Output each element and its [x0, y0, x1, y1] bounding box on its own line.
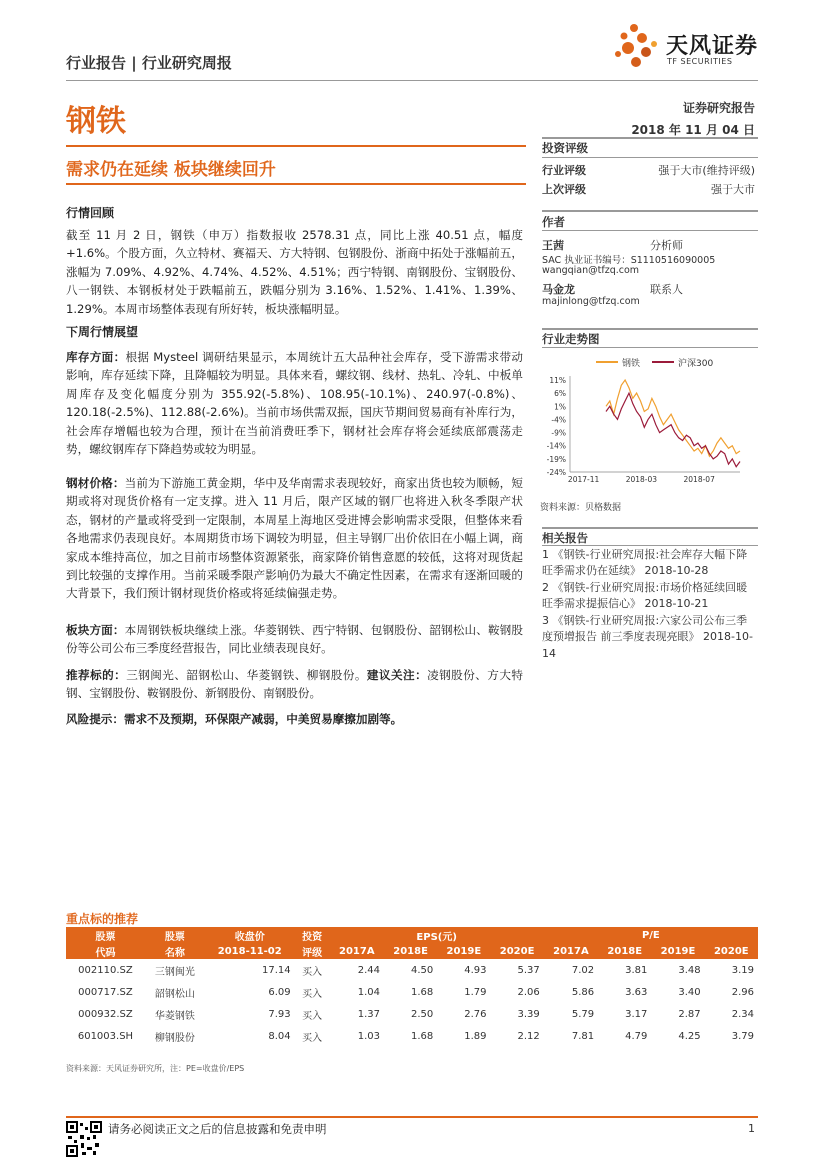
sidebar-rule: [542, 230, 758, 231]
table-cell: 7.81: [571, 1030, 595, 1042]
picks-subheader-cell: 2019E: [651, 943, 704, 959]
sector-paragraph: [66, 621, 523, 658]
table-cell: 买入: [302, 1010, 323, 1022]
inventory-label: 库存方面：: [66, 350, 126, 364]
author1-role: 分析师: [650, 239, 683, 252]
tf-logo-icon: [612, 22, 662, 70]
picks-subheader-cell: 2020E: [490, 943, 543, 959]
y-tick-label: 1%: [554, 402, 566, 412]
table-cell: 买入: [302, 966, 323, 978]
table-cell: 7.02: [571, 964, 595, 976]
table-cell: 买入: [302, 988, 323, 1000]
attention-label: 建议关注：: [366, 668, 428, 682]
inventory-paragraph: [66, 348, 523, 458]
table-cell: 17.14: [262, 964, 291, 976]
table-cell: 1.89: [464, 1030, 487, 1042]
table-cell: 000932.SZ: [78, 1008, 133, 1020]
logo-text: 天风证券: [666, 34, 759, 59]
prev-rating-value: 强于大市: [711, 183, 755, 196]
table-cell: 1.04: [357, 986, 380, 998]
picks-subheader-cell: 2017A: [330, 943, 384, 959]
industry-rating-value: 强于大市(维持评级): [658, 164, 755, 177]
y-tick-label: -24%: [546, 468, 566, 477]
headline-rule-bottom: [66, 183, 526, 185]
headline: 需求仍在延续 板块继续回升: [66, 160, 276, 180]
table-cell: 买入: [302, 1032, 323, 1044]
prev-rating-label: 上次评级: [542, 183, 586, 196]
table-row: [66, 1003, 758, 1025]
sidebar-rule: [542, 210, 758, 212]
table-row: [66, 981, 758, 1003]
table-cell: 4.79: [625, 1030, 648, 1042]
series-line-steel: [606, 380, 740, 456]
related-report-3[interactable]: 3 《钢铁-行业研究周报:六家公司公布三季度预增报告 前三季度表现亮眼》 2018-10-14: [542, 614, 753, 660]
table-row: [66, 1025, 758, 1047]
trend-chart: [540, 350, 760, 490]
table-cell: 柳钢股份: [154, 1032, 195, 1044]
report-date: 2018 年 11 月 04 日: [631, 123, 755, 137]
table-cell: 2.96: [731, 986, 754, 998]
picks-header-cell: 股票: [145, 927, 205, 943]
picks-table: [66, 927, 758, 1047]
table-cell: 3.48: [678, 964, 701, 976]
price-paragraph: [66, 474, 523, 603]
table-cell: 000717.SZ: [78, 986, 133, 998]
table-cell: 韶钢松山: [154, 988, 195, 1000]
author2-email[interactable]: majinlong@tfzq.com: [542, 296, 640, 307]
sector-label: 板块方面：: [66, 623, 125, 637]
sidebar-rule: [542, 137, 758, 139]
table-cell: 3.79: [731, 1030, 754, 1042]
x-tick-label: 2018-03: [625, 475, 658, 484]
picks-header-row-1: [66, 927, 758, 943]
table-cell: 1.79: [464, 986, 487, 998]
picks-subheader-cell: 2018E: [384, 943, 437, 959]
table-cell: 2.76: [464, 1008, 487, 1020]
inventory-text: 根据 Mysteel 调研结果显示，本周统计五大品种社会库存，受下游需求带动影响，库存延续下降，且降幅较为明显。具体来看，螺纹钢、线材、热轧、冷轧、中板单周库存及变化幅度分别为 355.92(-5.8%)、108.95(-10.1%)、240.97(-0.8%)、120.18(-2.5%)、112.88(-2.6%)。当前市场供需双振，国庆节期间贸易商有补库行为，社会库存增幅也较为合理，预计在当前消费旺季下，钢材社会库存将会延续底部震荡走势，螺纹钢库存下降趋势或较为明显。: [66, 350, 523, 457]
rating-title: 投资评级: [542, 141, 588, 155]
authors-title: 作者: [542, 215, 565, 229]
legend-label-hs300: 沪深300: [678, 359, 714, 369]
report-category: 行业报告 | 行业研究周报: [66, 54, 232, 72]
picks-header-cell: 收盘价: [205, 927, 295, 943]
picks-subheader-cell: 名称: [145, 943, 205, 959]
picks-subheader-cell: 2020E: [705, 943, 758, 959]
review-text: 截至 11 月 2 日，钢铁（申万）指数报收 2578.31 点，同比上涨 40.51 点，幅度+1.6%。个股方面，久立特材、赛福天、方大特钢、包钢股份、浙商中拓处于涨幅前五，涨幅为 7.09%、4.92%、4.74%、4.52%、4.51%；西宁特钢、南钢股份、宝钢股份、八一钢铁、本钢板材处于跌幅前五，跌幅分别为 3.16%、1.52%、1.41%、1.39%、1.29%。本周市场整体表现有所好转，板块涨幅明显。: [66, 228, 523, 316]
table-cell: 华菱钢铁: [154, 1010, 195, 1022]
y-tick-label: 6%: [554, 389, 566, 399]
sidebar-rule: [542, 328, 758, 330]
table-cell: 4.93: [464, 964, 487, 976]
page-number: 1: [748, 1122, 755, 1135]
price-text: 当前为下游施工黄金期，华中及华南需求表现较好，商家出货也较为顺畅，短期或将对现货价格有一定支撑。进入 11 月后，限产区域的钢厂也将进入秋冬季限产状态，钢材的产量或将受到一定限制，本周星上海地区受进博会影响需求受限，但整体来看各地需求仍表现良好。本周期货市场下调较为明显，但主导钢厂出价依旧在小幅上调，商家成本维持高位，加之目前市场整体资源紧张，商家降价销售意愿的较低，这将对现货起到比较强的支撑作用。当前采暖季限产影响仍为最大不确定性因素，在需求有逐渐回暖的大背景下，我们预计钢材现货价格或将延续偏强走势。: [66, 476, 523, 601]
table-cell: 002110.SZ: [78, 964, 133, 976]
table-cell: 1.03: [357, 1030, 380, 1042]
picks-header-cell: 投资: [295, 927, 330, 943]
table-cell: 1.68: [410, 986, 434, 998]
report-type: 证券研究报告: [682, 101, 755, 115]
review-title: 行情回顾: [66, 206, 115, 220]
picks-header-cell: P/E: [544, 927, 758, 943]
recommend-paragraph: [66, 666, 523, 703]
sector-text: 本周钢铁板块继续上涨。华菱钢铁、西宁特钢、包钢股份、韶钢松山、鞍钢股份等公司公布三季度经营报告，同比业绩表现良好。: [66, 623, 523, 656]
outlook-title: 下周行情展望: [66, 325, 139, 339]
rec-label: 推荐标的：: [66, 668, 127, 682]
related-title: 相关报告: [542, 531, 588, 545]
table-cell: 1.68: [410, 1030, 434, 1042]
table-cell: 2.50: [410, 1008, 434, 1020]
picks-subheader-cell: 评级: [295, 943, 330, 959]
related-report-2[interactable]: 2 《钢铁-行业研究周报:市场价格延续回暖 旺季需求提振信心》 2018-10-21: [542, 581, 748, 611]
footer-rule: [66, 1116, 758, 1118]
table-cell: 2.87: [678, 1008, 701, 1020]
table-cell: 8.04: [268, 1030, 291, 1042]
sidebar-rule: [542, 347, 758, 348]
table-cell: 601003.SH: [77, 1030, 134, 1042]
table-cell: 2.44: [357, 964, 380, 976]
qr-code-icon: [66, 1121, 102, 1157]
y-tick-label: -14%: [546, 441, 566, 451]
picks-subheader-cell: 2018E: [598, 943, 651, 959]
table-cell: 3.17: [625, 1008, 648, 1020]
rec-text: 三钢闽光、韶钢松山、华菱钢铁、柳钢股份。: [126, 668, 367, 682]
industry-rating-label: 行业评级: [542, 164, 586, 177]
headline-rule-top: [66, 145, 526, 147]
table-cell: 三钢闽光: [154, 966, 195, 978]
table-row: [66, 959, 758, 981]
y-tick-label: -19%: [546, 454, 566, 464]
picks-subheader-cell: 2018-11-02: [205, 943, 295, 959]
price-label: 钢材价格：: [66, 476, 125, 490]
table-cell: 3.81: [625, 964, 648, 976]
picks-title: 重点标的推荐: [66, 912, 139, 926]
picks-subheader-cell: 代码: [66, 943, 145, 959]
picks-header-cell: 股票: [66, 927, 145, 943]
picks-header-row-2: [66, 943, 758, 959]
logo-subtitle: TF SECURITIES: [667, 57, 733, 66]
header-divider: [66, 80, 758, 81]
series-line-hs300: [606, 393, 740, 467]
y-tick-label: -9%: [551, 428, 566, 438]
sidebar-rule: [542, 527, 758, 529]
table-cell: 3.39: [517, 1008, 540, 1020]
table-cell: 4.25: [678, 1030, 701, 1042]
picks-subheader-cell: 2017A: [544, 943, 598, 959]
table-cell: 6.09: [268, 986, 291, 998]
y-tick-label: 11%: [549, 376, 566, 385]
table-cell: 3.19: [731, 964, 754, 976]
table-cell: 2.12: [517, 1030, 540, 1042]
table-cell: 3.63: [625, 986, 648, 998]
table-cell: 2.06: [517, 986, 540, 998]
sidebar-rule: [542, 157, 758, 158]
table-cell: 5.86: [571, 986, 595, 998]
y-tick-label: -4%: [551, 415, 566, 425]
author2-name: 马金龙: [542, 283, 575, 296]
picks-header-cell: EPS(元): [330, 927, 544, 943]
table-cell: 7.93: [268, 1008, 291, 1020]
table-cell: 3.40: [678, 986, 701, 998]
sidebar-rule: [542, 545, 758, 546]
picks-subheader-cell: 2019E: [437, 943, 490, 959]
table-cell: 2.34: [731, 1008, 754, 1020]
author1-name: 王茜: [542, 239, 564, 252]
picks-note: 资料来源：天风证券研究所，注：PE=收盘价/EPS: [66, 1064, 245, 1073]
attention-text: 凌钢股份、方大特钢、宝钢股份、鞍钢股份、新钢股份、南钢股份。: [66, 668, 523, 701]
x-tick-label: 2017-11: [567, 475, 600, 484]
author1-email[interactable]: wangqian@tfzq.com: [542, 265, 640, 276]
chart-source: 资料来源：贝格数据: [540, 503, 622, 513]
author2-role: 联系人: [650, 283, 683, 296]
footer-disclaimer[interactable]: 请务必阅读正文之后的信息披露和免责申明: [108, 1122, 327, 1136]
author1-cert: SAC 执业证书编号：S1110516090005: [542, 255, 716, 266]
legend-label-steel: 钢铁: [622, 359, 641, 369]
risk-text: 风险提示：需求不及预期，环保限产减弱，中美贸易摩擦加剧等。: [66, 712, 403, 726]
x-tick-label: 2018-07: [683, 475, 715, 484]
table-cell: 4.50: [410, 964, 434, 976]
table-cell: 5.37: [517, 964, 540, 976]
chart-title: 行业走势图: [542, 332, 600, 346]
table-cell: 5.79: [571, 1008, 595, 1020]
industry-title: 钢铁: [66, 104, 126, 139]
related-report-1[interactable]: 1 《钢铁-行业研究周报:社会库存大幅下降 旺季需求仍在延续》 2018-10-28: [542, 548, 748, 578]
table-cell: 1.37: [357, 1008, 380, 1020]
